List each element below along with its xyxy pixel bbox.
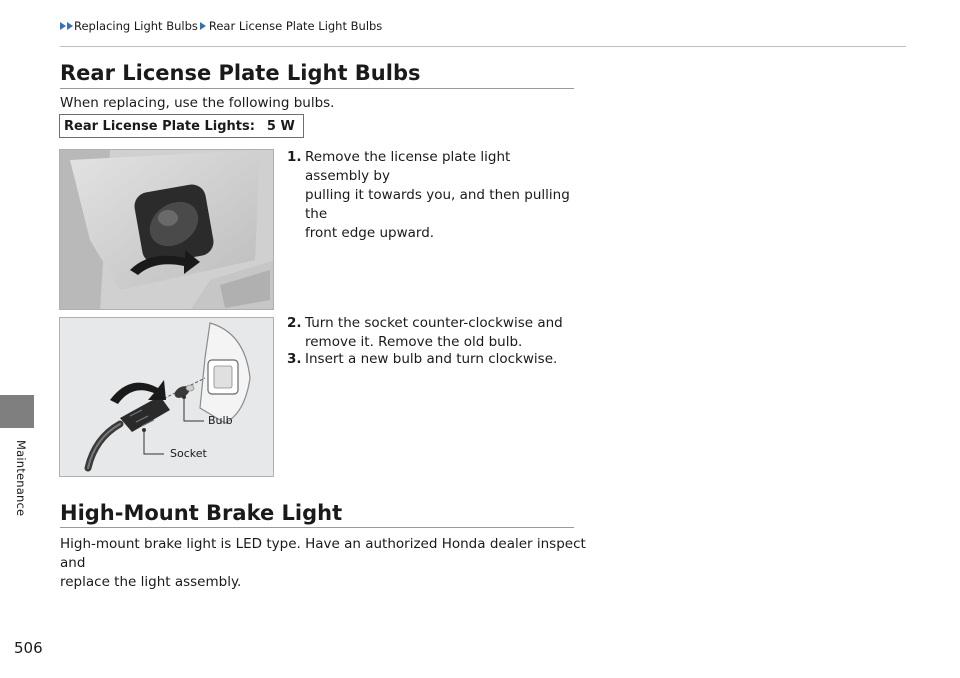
step-text-line: pulling it towards you, and then pulling the bbox=[305, 187, 570, 222]
header-divider bbox=[60, 46, 906, 47]
breadcrumb-item-replacing-light-bulbs[interactable]: Replacing Light Bulbs bbox=[74, 19, 198, 33]
step-number: 2. bbox=[287, 315, 302, 331]
step-text-line: Insert a new bulb and turn clockwise. bbox=[305, 351, 558, 367]
chapter-label: Maintenance bbox=[14, 440, 28, 517]
step-1 bbox=[287, 148, 577, 243]
step-text-line: remove it. Remove the old bulb. bbox=[305, 334, 523, 350]
step-number: 3. bbox=[287, 351, 302, 367]
figure-socket-bulb bbox=[59, 317, 274, 477]
section-divider bbox=[60, 527, 574, 528]
step-3 bbox=[287, 350, 577, 369]
spec-box bbox=[59, 114, 304, 138]
body-text-line: replace the light assembly. bbox=[60, 574, 242, 590]
page-number: 506 bbox=[14, 639, 43, 657]
step-number: 1. bbox=[287, 149, 302, 165]
chapter-tab bbox=[0, 395, 34, 428]
intro-text: When replacing, use the following bulbs. bbox=[60, 95, 335, 111]
step-2 bbox=[287, 314, 577, 352]
body-text-line: High-mount brake light is LED type. Have an authorized Honda dealer inspect and bbox=[60, 536, 586, 571]
label-bulb: Bulb bbox=[208, 414, 233, 427]
step-text-line: front edge upward. bbox=[305, 225, 435, 241]
spec-label: Rear License Plate Lights: bbox=[64, 118, 255, 134]
spec-value: 5 W bbox=[266, 118, 295, 134]
step-text-line: Turn the socket counter-clockwise and bbox=[305, 315, 563, 331]
section-title-brake-light: High-Mount Brake Light bbox=[60, 501, 343, 525]
section-title-license-plate: Rear License Plate Light Bulbs bbox=[60, 61, 421, 85]
breadcrumb-arrow-icon bbox=[60, 22, 66, 30]
section-divider bbox=[60, 88, 574, 89]
breadcrumb-item-rear-license-plate[interactable]: Rear License Plate Light Bulbs bbox=[208, 19, 383, 33]
license-light-assembly-illustration bbox=[60, 150, 274, 310]
step-text-line: Remove the license plate light assembly by bbox=[305, 149, 511, 184]
label-socket: Socket bbox=[170, 447, 207, 460]
brake-light-text bbox=[60, 535, 600, 592]
figure-remove-assembly bbox=[59, 149, 274, 310]
breadcrumb bbox=[60, 19, 382, 33]
breadcrumb-arrow-icon bbox=[200, 22, 206, 30]
breadcrumb-arrow-icon bbox=[67, 22, 73, 30]
socket-bulb-illustration bbox=[60, 318, 274, 477]
